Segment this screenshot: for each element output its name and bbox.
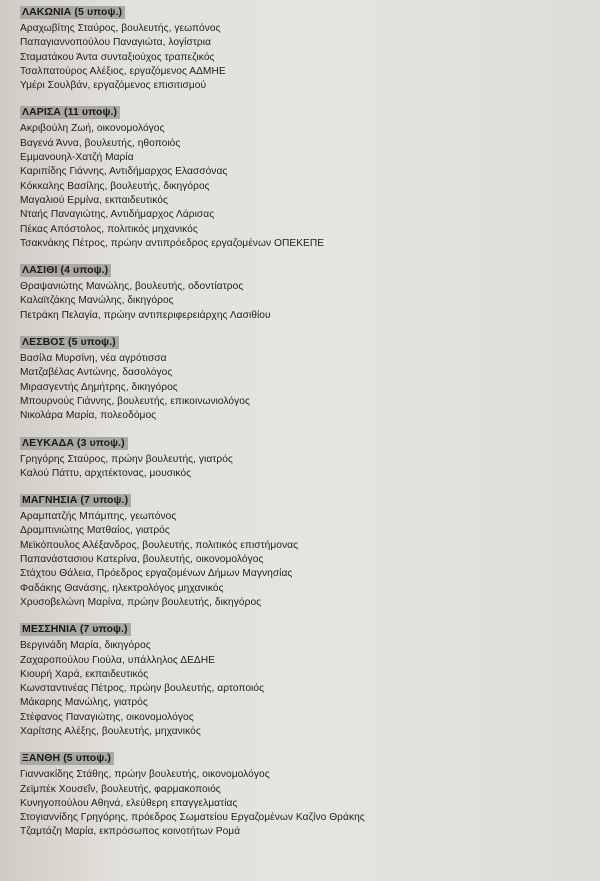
candidate-entry: Υμέρι Σουλβάν, εργαζόμενος επισιτισμού — [20, 80, 207, 92]
candidate-entry: Γιαννακίδης Στάθης, πρώην βουλευτής, οικονομολόγος — [20, 769, 270, 781]
candidate-entry: Παπαγιαννοπούλου Παναγιώτα, λογίστρια — [20, 37, 212, 49]
candidate-entry: Καλού Πάττυ, αρχιτέκτονας, μουσικός — [20, 467, 192, 479]
candidate-entry: Μεϊκόπουλος Αλέξανδρος, βουλευτής, πολιτικός επιστήμονας — [20, 539, 299, 551]
candidate-entry: Ζαχαροπούλου Γιούλα, υπάλληλος ΔΕΔΗΕ — [20, 654, 216, 666]
candidate-entry: Μπουρνούς Γιάννης, βουλευτής, επικοινωνιολόγος — [20, 395, 250, 407]
candidate-entry: Κυνηγοπούλου Αθηνά, ελεύθερη επαγγελματίας — [20, 797, 238, 809]
candidate-entry: Κιουρή Χαρά, εκπαιδευτικός — [20, 668, 149, 680]
prefecture-heading: ΜΕΣΣΗΝΙΑ (7 υποψ.) — [20, 623, 131, 636]
prefecture-heading: ΛΕΥΚΑΔΑ (3 υποψ.) — [20, 437, 128, 450]
prefecture-heading: ΛΑΚΩΝΙΑ (5 υποψ.) — [20, 6, 125, 19]
candidate-entry: Κόκκαλης Βασίλης, βουλευτής, δικηγόρος — [20, 180, 210, 192]
candidate-entry: Ματζαβέλας Αντώνης, δασολόγος — [20, 367, 173, 379]
prefecture-heading: ΞΑΝΘΗ (5 υποψ.) — [20, 752, 114, 765]
candidate-entry: Χρυσοβελώνη Μαρίνα, πρώην βουλευτής, δικηγόρος — [20, 596, 262, 608]
candidate-entry: Μαγαλιού Ερμίνα, εκπαιδευτικός — [20, 194, 168, 206]
prefecture-section — [20, 260, 600, 323]
candidate-entry: Βαγενά Άννα, βουλευτής, ηθοποιός — [20, 137, 181, 149]
candidate-entry: Καριπίδης Γιάννης, Αντιδήμαρχος Ελασσόνας — [20, 166, 228, 178]
candidate-entry: Πέκας Απόστολος, πολιτικός μηχανικός — [20, 223, 198, 235]
prefecture-heading: ΛΑΣΙΘΙ (4 υποψ.) — [20, 264, 111, 277]
candidate-entry: Βεργινάδη Μαρία, δικηγόρος — [20, 640, 151, 652]
candidate-entry: Κωνσταντινέας Πέτρος, πρώην βουλευτής, αρτοποιός — [20, 683, 265, 695]
candidate-entry: Καλαϊτζάκης Μανώλης, δικηγόρος — [20, 295, 174, 307]
candidate-entry: Βασίλα Μυρσίνη, νέα αγρότισσα — [20, 353, 167, 365]
candidate-entry: Αραμπατζής Μπάμπης, γεωπόνος — [20, 511, 177, 523]
candidate-entry: Στογιαννίδης Γρηγόρης, πρόεδρος Σωματείου Εργαζομένων Καζίνο Θράκης — [20, 812, 365, 824]
prefecture-section — [20, 102, 600, 251]
prefecture-section — [20, 433, 600, 482]
candidate-entry: Φαδάκης Θανάσης, ηλεκτρολόγος μηχανικός — [20, 582, 224, 594]
prefecture-section — [20, 619, 600, 739]
candidate-entry: Νταής Παναγιώτης, Αντιδήμαρχος Λάρισας — [20, 209, 215, 221]
prefecture-heading: ΛΕΣΒΟΣ (5 υποψ.) — [20, 336, 119, 349]
prefecture-section — [20, 2, 600, 93]
candidate-entry: Τζαμτάζη Μαρία, εκπρόσωπος κοινοτήτων Ρομά — [20, 826, 241, 838]
candidate-entry: Χαρίτσης Αλέξης, βουλευτής, μηχανικός — [20, 725, 201, 737]
candidate-entry: Μιρασγεντής Δημήτρης, δικηγόρος — [20, 381, 178, 393]
prefecture-section — [20, 332, 600, 423]
sections-container — [20, 2, 600, 840]
prefecture-section — [20, 490, 600, 610]
candidate-entry: Θραψανιώτης Μανώλης, βουλευτής, οδοντίατρος — [20, 281, 244, 293]
prefecture-heading: ΛΑΡΙΣΑ (11 υποψ.) — [20, 106, 120, 119]
candidate-entry: Πετράκη Πελαγία, πρώην αντιπεριφερειάρχης Λασιθίου — [20, 309, 271, 321]
candidate-entry: Εμμανουηλ-Χατζή Μαρία — [20, 152, 134, 164]
candidate-entry: Τσαλπατούρος Αλέξιος, εργαζόμενος ΑΔΜΗΕ — [20, 65, 226, 77]
candidate-entry: Σταματάκου Άντα συνταξιούχος τραπεζικός — [20, 51, 215, 63]
candidate-entry: Στάχτου Θάλεια, Πρόεδρος εργαζομένων Δήμων Μαγνησίας — [20, 568, 293, 580]
candidate-entry: Ζεϊμπέκ Χουσεΐν, βουλευτής, φαρμακοποιός — [20, 783, 221, 795]
candidate-entry: Ακριβούλη Ζωή, οικονομολόγος — [20, 123, 165, 135]
candidate-entry: Αραχωβίτης Σταύρος, βουλευτής, γεωπόνος — [20, 23, 221, 34]
prefecture-section — [20, 748, 600, 839]
candidate-entry: Τσακνάκης Πέτρος, πρώην αντιπρόεδρος εργαζομένων ΟΠΕΚΕΠΕ — [20, 237, 325, 249]
candidate-entry: Δραμπινιώτης Ματθαίος, γιατρός — [20, 525, 170, 537]
candidate-entry: Στέφανος Παναγιώτης, οικονομολόγος — [20, 711, 194, 723]
candidate-entry: Νικολάρα Μαρία, πολεοδόμος — [20, 410, 157, 422]
prefecture-heading: ΜΑΓΝΗΣΙΑ (7 υποψ.) — [20, 494, 131, 507]
candidate-entry: Μάκαρης Μανώλης, γιατρός — [20, 697, 148, 709]
candidate-entry: Γρηγόρης Σταύρος, πρώην βουλευτής, γιατρός — [20, 453, 233, 465]
candidate-entry: Παπανάστασιου Κατερίνα, βουλευτής, οικονομολόγος — [20, 554, 264, 566]
